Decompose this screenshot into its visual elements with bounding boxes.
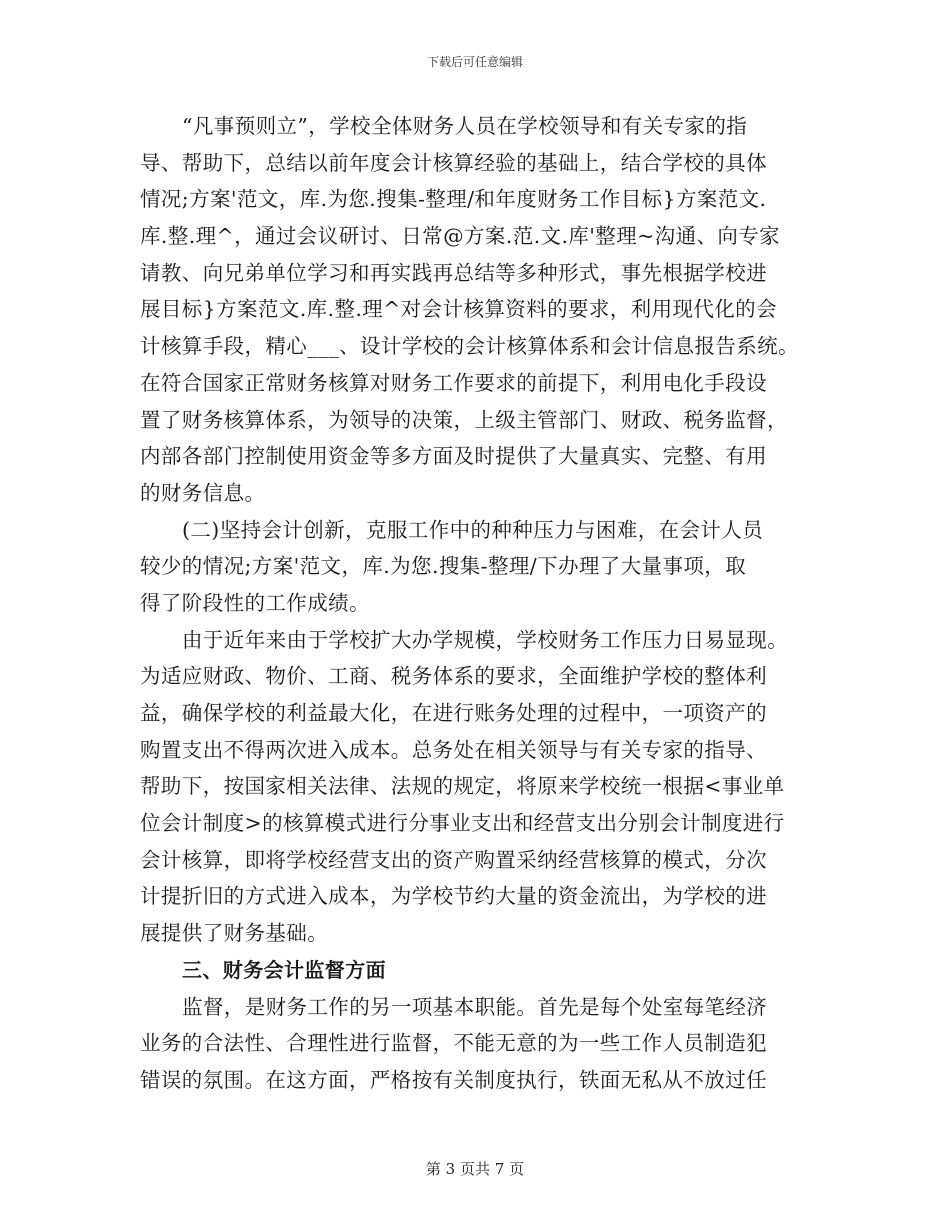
paragraph-line: 较少的情况;方案'范文，库.为您.搜集-整理/下办理了大量事项，取 [140,554,747,579]
paragraph-line: 错误的氛围。在这方面，严格按有关制度执行，铁面无私从不放过任 [140,1067,767,1092]
paragraph-line: 的财务信息。 [140,480,266,505]
paragraph-line: 由于近年来由于学校扩大办学规模，学校财务工作压力日易显现。 [182,627,789,652]
page-number: 第 3 页共 7 页 [425,1160,525,1178]
paragraph-line: 导、帮助下，总结以前年度会计核算经验的基础上，结合学校的具体 [140,150,767,175]
paragraph-line: 计提折旧的方式进入成本，为学校节约大量的资金流出，为学校的进 [140,884,767,909]
paragraph-line: 购置支出不得两次进入成本。总务处在相关领导与有关专家的指导、 [140,737,767,762]
paragraph-line: 请教、向兄弟单位学习和再实践再总结等多种形式，事先根据学校进 [140,260,767,285]
document-body [140,108,810,1099]
paragraph-line: 计核算手段，精心___、设计学校的会计核算体系和会计信息报告系统。 [140,334,799,359]
paragraph-line: 置了财务核算体系，为领导的决策，上级主管部门、财政、税务监督， [140,407,788,432]
paragraph-line: 监督，是财务工作的另一项基本职能。首先是每个处室每笔经济 [182,994,768,1019]
paragraph-line: 内部各部门控制使用资金等多方面及时提供了大量真实、完整、有用 [140,444,767,469]
section-heading: 三、财务会计监督方面 [182,957,386,982]
paragraph-line: 益，确保学校的利益最大化，在进行账务处理的过程中，一项资产的 [140,701,767,725]
paragraph-line: 会计核算，即将学校经营支出的资产购置采纳经营核算的模式，分次 [140,847,767,872]
paragraph-line: 为适应财政、物价、工商、税务体系的要求，全面维护学校的整体利 [140,664,767,689]
paragraph-line: 业务的合法性、合理性进行监督，不能无意的为一些工作人员制造犯 [140,1031,767,1056]
paragraph-line: 位会计制度>的核算模式进行分事业支出和经营支出分别会计制度进行 [140,811,785,836]
paragraph-line: 得了阶段性的工作成绩。 [140,590,370,615]
paragraph-line: (二)坚持会计创新，克服工作中的种种压力与困难，在会计人员 [182,517,764,542]
paragraph-line: 帮助下，按国家相关法律、法规的规定，将原来学校统一根据<事业单 [140,774,785,799]
paragraph-line: “凡事预则立”，学校全体财务人员在学校领导和有关专家的指 [182,114,748,138]
paragraph-line: 展目标}方案范文.库.整.理^对会计核算资料的要求，利用现代化的会 [140,297,777,322]
paragraph-line: 在符合国家正常财务核算对财务工作要求的前提下，利用电化手段设 [140,370,767,395]
page-header: 下载后可任意编辑 [426,55,523,69]
paragraph-line: 情况;方案'范文，库.为您.搜集-整理/和年度财务工作目标}方案范文. [140,187,767,212]
paragraph-line: 展提供了财务基础。 [140,921,329,946]
paragraph-line: 库.整.理^，通过会议研讨、日常@方案.范.文.库'整理~沟通、向专家 [140,224,781,249]
